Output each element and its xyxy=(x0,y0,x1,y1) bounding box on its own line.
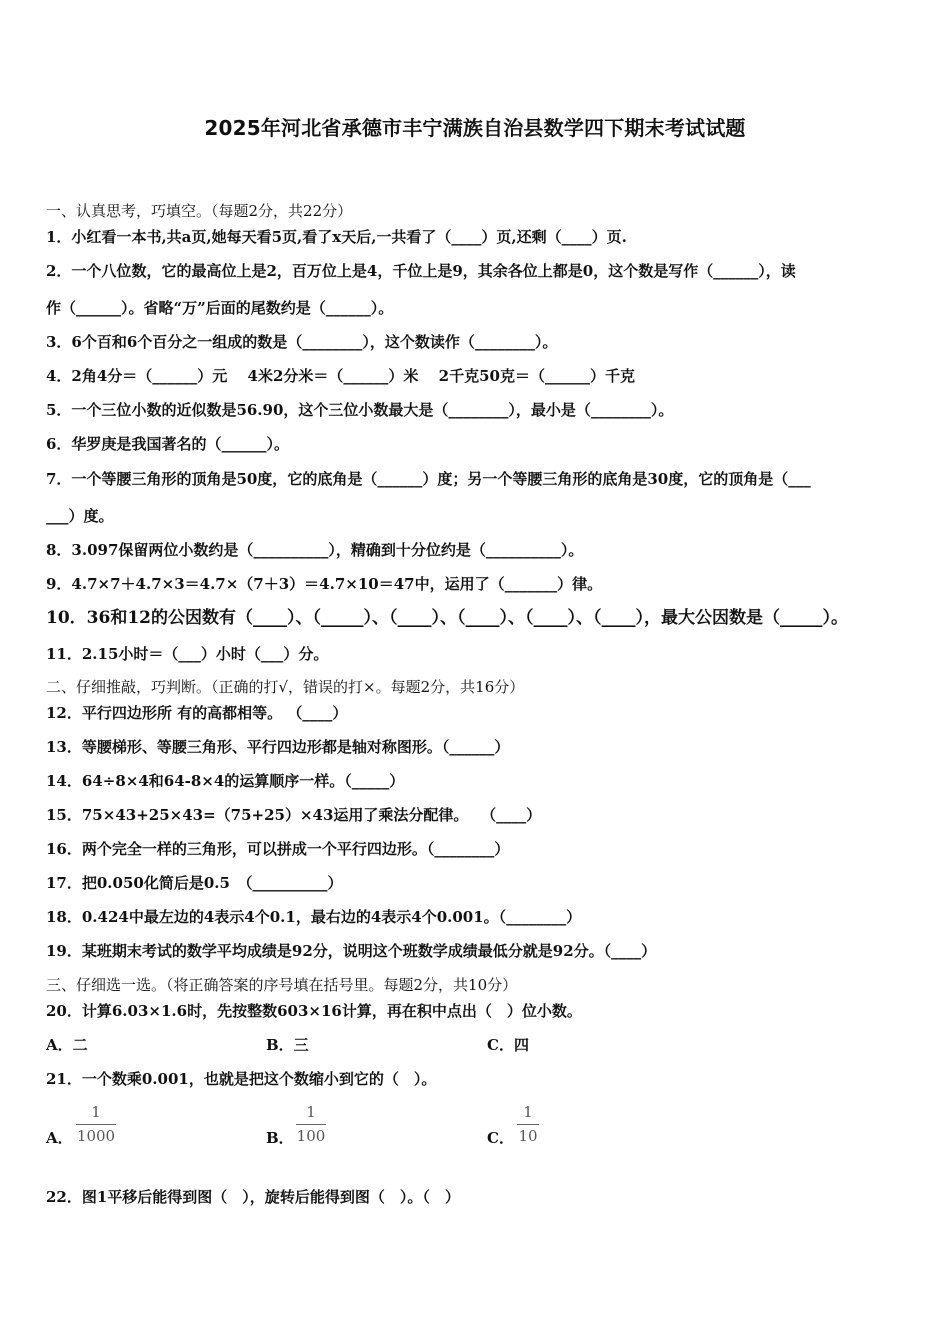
fraction-numerator: 1 xyxy=(91,1103,101,1121)
question-16: 16．两个完全一样的三角形，可以拼成一个平行四边形。（________） xyxy=(46,840,510,858)
question-1: 1．小红看一本书,共a页,她每天看5页,看了x天后,一共看了（____）页,还剩（____）页. xyxy=(46,228,627,246)
question-21-option-a-fraction xyxy=(76,1103,116,1145)
question-21: 21．一个数乘0.001，也就是把这个数缩小到它的（ ）。 xyxy=(46,1070,437,1088)
page-title: 2025年河北省承德市丰宁满族自治县数学四下期末考试试题 xyxy=(204,116,746,140)
question-12: 12．平行四边形所 有的高都相等。 （____） xyxy=(46,704,348,722)
question-21-option-a-label: A． xyxy=(46,1129,73,1147)
question-17: 17．把0.050化简后是0.5 （__________） xyxy=(46,874,343,892)
question-3: 3．6个百和6个百分之一组成的数是（________），这个数读作（________）。 xyxy=(46,333,558,351)
question-2-line-2: 作（______）。省略“万”后面的尾数约是（______）。 xyxy=(46,299,394,317)
fraction-denominator: 1000 xyxy=(76,1127,116,1145)
fraction-numerator: 1 xyxy=(523,1103,533,1121)
question-5: 5．一个三位小数的近似数是56.90，这个三位小数最大是（________），最小是（________）。 xyxy=(46,401,674,419)
question-6: 6．华罗庚是我国著名的（______）。 xyxy=(46,435,289,453)
question-10: 10．36和12的公因数有（____）、（_____）、（____）、（____）、（____）、（____），最大公因数是（_____）。 xyxy=(46,608,848,628)
question-19: 19．某班期末考试的数学平均成绩是92分，说明这个班数学成绩最低分就是92分。（____） xyxy=(46,942,657,960)
question-11: 11．2.15小时＝（___）小时（___）分。 xyxy=(46,645,329,663)
question-20-option-b: B．三 xyxy=(266,1036,309,1054)
question-9: 9．4.7×7＋4.7×3＝4.7×（7＋3）＝4.7×10＝47中，运用了（_______）律。 xyxy=(46,575,603,593)
question-2-line-1: 2．一个八位数，它的最高位上是2，百万位上是4，千位上是9，其余各位上都是0，这个数是写作（______），读 xyxy=(46,262,796,280)
question-4: 4．2角4分＝（______）元 4米2分米＝（______）米 2千克50克＝（______）千克 xyxy=(46,367,635,385)
question-21-option-b-fraction xyxy=(296,1103,326,1145)
question-18: 18．0.424中最左边的4表示4个0.1，最右边的4表示4个0.001。（________） xyxy=(46,908,582,926)
section-2-heading: 二、仔细推敲，巧判断。（正确的打√，错误的打×。每题2分，共16分） xyxy=(46,678,525,696)
question-7-line-1: 7．一个等腰三角形的顶角是50度，它的底角是（______）度；另一个等腰三角形的底角是30度，它的顶角是（___ xyxy=(46,470,811,488)
fraction-denominator: 10 xyxy=(518,1127,538,1145)
question-7-line-2: ___）度。 xyxy=(46,507,114,525)
question-21-option-c-fraction xyxy=(517,1103,539,1145)
question-21-option-b-label: B． xyxy=(266,1129,294,1147)
fraction-numerator: 1 xyxy=(306,1103,316,1121)
question-20-option-c: C．四 xyxy=(487,1036,529,1054)
section-3-heading: 三、仔细选一选。（将正确答案的序号填在括号里。每题2分，共10分） xyxy=(46,976,518,994)
question-13: 13．等腰梯形、等腰三角形、平行四边形都是轴对称图形。（______） xyxy=(46,738,510,756)
question-15: 15．75×43+25×43=（75+25）×43运用了乘法分配律。 （____） xyxy=(46,806,542,824)
question-20-option-a: A．二 xyxy=(46,1036,88,1054)
question-20: 20．计算6.03×1.6时，先按整数603×16计算，再在积中点出（ ）位小数。 xyxy=(46,1002,582,1020)
question-21-option-c-label: C． xyxy=(487,1129,514,1147)
question-14: 14．64÷8×4和64-8×4的运算顺序一样。（_____） xyxy=(46,772,405,790)
fraction-denominator: 100 xyxy=(296,1127,326,1145)
question-22: 22．图1平移后能得到图（ ），旋转后能得到图（ ）。（ ） xyxy=(46,1188,460,1206)
question-8: 8．3.097保留两位小数约是（__________），精确到十分位约是（__________）。 xyxy=(46,541,584,559)
section-1-heading: 一、认真思考，巧填空。（每题2分，共22分） xyxy=(46,202,353,220)
